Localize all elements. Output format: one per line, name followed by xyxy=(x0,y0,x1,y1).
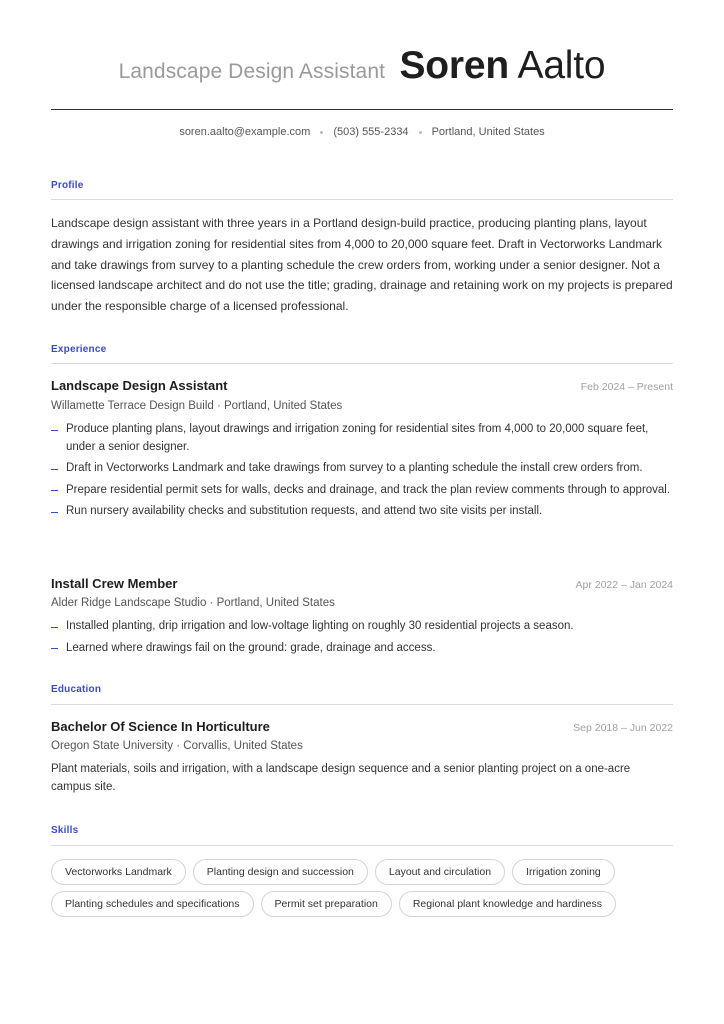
list-item: Produce planting plans, layout drawings and irrigation zoning for residential sites from 4,000 to 20,000 square feet, under a senior designer. xyxy=(51,421,673,456)
education-description: Plant materials, soils and irrigation, with a landscape design sequence and a senior planting project on a one-acre campus site. xyxy=(51,763,631,793)
skill-chip: Planting schedules and specifications xyxy=(51,891,254,917)
section-divider xyxy=(51,363,673,364)
section-title-profile: Profile xyxy=(51,180,84,191)
skill-chip: Layout and circulation xyxy=(375,859,505,885)
resume-header xyxy=(51,44,673,94)
skill-chip: Permit set preparation xyxy=(261,891,392,917)
header-last-name: Aalto xyxy=(517,44,606,87)
education-dates: Sep 2018 – Jun 2022 xyxy=(573,722,673,734)
skill-chip: Irrigation zoning xyxy=(512,859,615,885)
skill-chip: Planting design and succession xyxy=(193,859,368,885)
list-item: Prepare residential permit sets for walls, decks and drainage, and track the plan review comments through to approval. xyxy=(51,482,673,500)
section-divider xyxy=(51,845,673,846)
list-item: Learned where drawings fail on the ground: grade, drainage and access. xyxy=(51,640,673,658)
header-name xyxy=(399,44,605,87)
section-title-experience: Experience xyxy=(51,344,107,355)
skill-chip: Regional plant knowledge and hardiness xyxy=(399,891,616,917)
skills-list xyxy=(51,859,673,923)
contact-line xyxy=(51,126,673,138)
section-title-education: Education xyxy=(51,684,102,695)
job-organization: Willamette Terrace Design Build · Portland, United States xyxy=(51,400,343,412)
degree-title: Bachelor Of Science In Horticulture xyxy=(51,719,270,734)
job-title: Landscape Design Assistant xyxy=(51,378,228,393)
job-dates: Apr 2022 – Jan 2024 xyxy=(575,579,673,591)
skills-row xyxy=(51,859,673,885)
profile-summary: Landscape design assistant with three years in a Portland design-build practice, producing planting plans, layout drawings and irrigation zoning for residential sites from 4,000 to 20,000 square feet. Draft in Vectorworks Landmark and take drawings from survey to a planting schedule the crew orders from, working under a senior designer. Not a licensed landscape architect and do not use the title; grading, drainage and retaining work on my projects is prepared under the responsible charge of a licensed professional. xyxy=(51,216,673,314)
section-divider xyxy=(51,704,673,705)
contact-separator xyxy=(320,131,323,134)
header-divider xyxy=(51,109,673,110)
skill-chip: Vectorworks Landmark xyxy=(51,859,186,885)
list-item: Installed planting, drip irrigation and low-voltage lighting on roughly 30 residential projects a season. xyxy=(51,618,673,636)
job-dates: Feb 2024 – Present xyxy=(580,381,673,393)
contact-email[interactable]: soren.aalto@example.com xyxy=(179,126,311,138)
list-item: Draft in Vectorworks Landmark and take drawings from survey to a planting schedule the install crew orders from. xyxy=(51,460,673,478)
skills-row xyxy=(51,891,673,917)
list-item: Run nursery availability checks and substitution requests, and attend two site visits per install. xyxy=(51,503,673,521)
header-first-name: Soren xyxy=(399,44,510,87)
section-divider xyxy=(51,199,673,200)
contact-phone[interactable]: (503) 555-2334 xyxy=(333,126,409,138)
job-organization: Alder Ridge Landscape Studio · Portland, United States xyxy=(51,597,335,609)
job-bullets xyxy=(51,618,673,661)
contact-separator xyxy=(419,131,422,134)
section-title-skills: Skills xyxy=(51,825,79,836)
contact-location: Portland, United States xyxy=(431,126,545,138)
job-bullets xyxy=(51,421,673,525)
header-role: Landscape Design Assistant xyxy=(118,60,386,83)
education-school: Oregon State University · Corvallis, United States xyxy=(51,740,303,752)
job-title: Install Crew Member xyxy=(51,576,178,591)
